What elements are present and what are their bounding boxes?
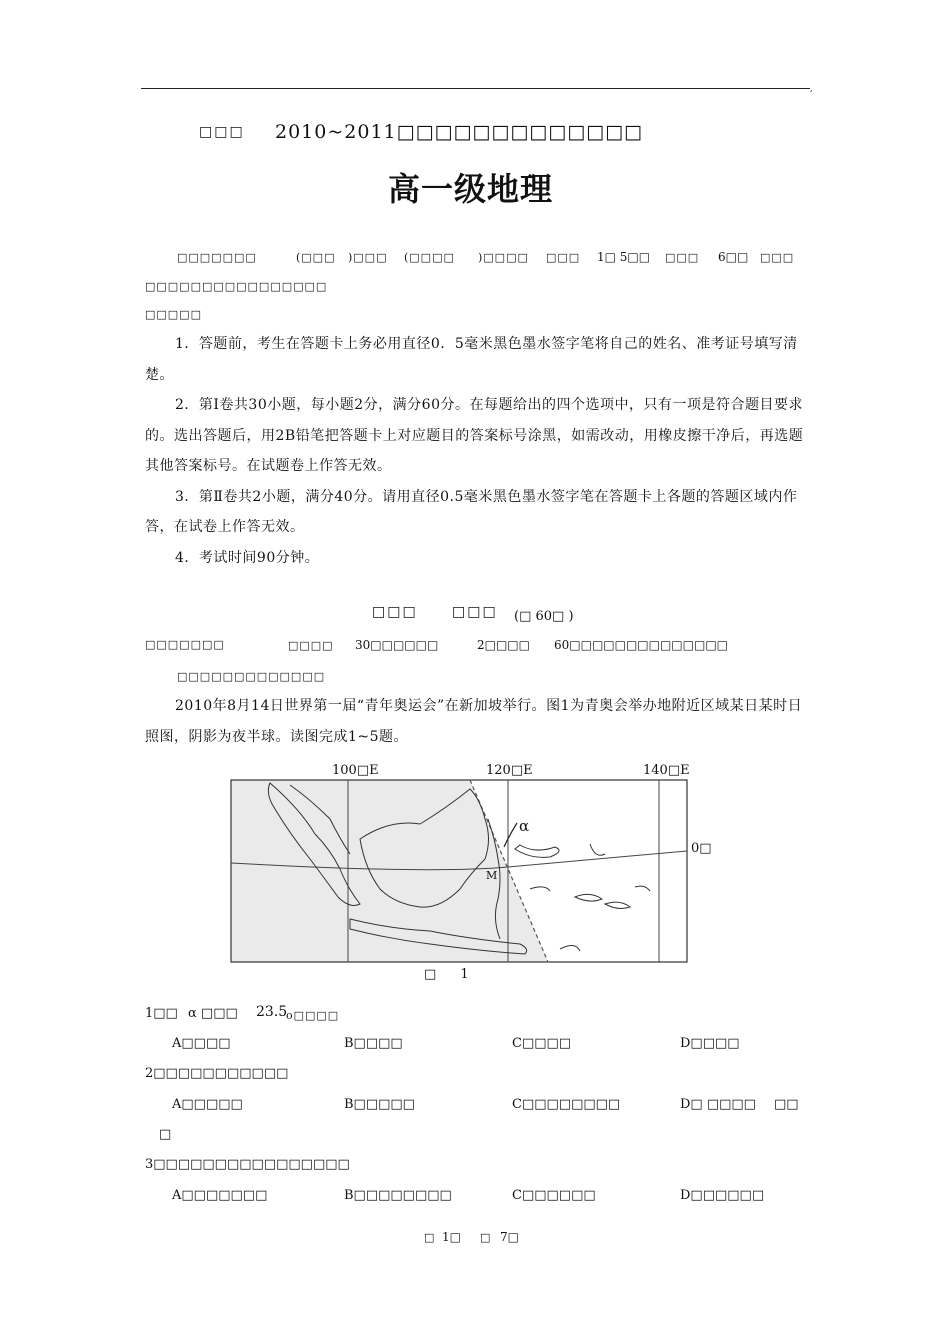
- header-prefix: □□□: [199, 124, 245, 140]
- option-d-tail: □□: [774, 1097, 799, 1112]
- page-footer: □: [480, 1231, 492, 1244]
- intro-text: 6□□: [718, 250, 749, 264]
- header-rule-tick: ,: [810, 84, 813, 93]
- intro-text: (□□□: [296, 251, 336, 264]
- option-b[interactable]: B□□□□: [344, 1036, 403, 1051]
- section-instruction: 2□□□□: [477, 638, 530, 652]
- intro-text: )□□□□: [478, 251, 529, 264]
- section-instruction: 30□□□□□□: [355, 638, 439, 652]
- intro-text: )□□□: [348, 251, 388, 264]
- longitude-label: 140□E: [643, 763, 690, 778]
- section-heading: □□□: [372, 604, 418, 620]
- note-item: [145, 482, 813, 543]
- notes-block: [145, 329, 813, 573]
- question-2-stem: 2□□□□□□□□□□□: [145, 1066, 289, 1081]
- page-footer: □: [424, 1231, 436, 1244]
- section-instruction: □□□□□□□□□□□□□: [177, 670, 326, 683]
- section-instruction: □□□□: [288, 639, 334, 652]
- option-d[interactable]: D□ □□□□: [680, 1097, 756, 1112]
- option-b[interactable]: B□□□□□□□□: [344, 1188, 452, 1203]
- latitude-label: 0□: [691, 841, 712, 856]
- night-hemisphere: [231, 780, 548, 962]
- intro-text: □□□□□□□: [177, 251, 257, 264]
- intro-text: □□□: [665, 251, 700, 264]
- option-c[interactable]: C□□□□: [512, 1036, 572, 1051]
- intro-text: □□□□□: [145, 308, 202, 321]
- intro-text: □□□□□□□□□□□□□□□□: [145, 280, 328, 293]
- page-number: 1□: [442, 1230, 461, 1244]
- section-score: (□ 60□ ): [514, 609, 574, 624]
- page-total: 7□: [500, 1230, 519, 1244]
- header-year-line: 2010~2011□□□□□□□□□□□□□: [275, 121, 643, 143]
- intro-text: □□□: [760, 251, 795, 264]
- note-text: 3．第Ⅱ卷共2小题，满分40分。请用直径0.5毫米黑色墨水签字笔在答题卡上各题的答题区域内作答，在试卷上作答无效。: [145, 488, 798, 535]
- note-item: [145, 543, 813, 574]
- question-1-stem: 23.5: [256, 1004, 288, 1020]
- note-text: 1．答题前，考生在答题卡上务必用直径0．5毫米黑色墨水签字笔将自己的姓名、准考证号填写清楚。: [145, 336, 798, 383]
- option-d-wrap: □: [159, 1127, 172, 1142]
- question-1-stem: o□□□□: [286, 1009, 340, 1022]
- longitude-label: 120□E: [486, 763, 533, 778]
- question-1-number: 1□□: [145, 1006, 178, 1021]
- intro-text: (□□□□: [404, 251, 455, 264]
- alpha-arc: [504, 823, 517, 847]
- point-m-label: M: [486, 869, 498, 882]
- section-instruction: □□□□□□□: [145, 638, 225, 651]
- section-heading: □□□: [452, 604, 498, 620]
- sunlight-map: [230, 779, 690, 964]
- question-3-stem: 3□□□□□□□□□□□□□□□□: [145, 1157, 350, 1172]
- header-rule: [141, 88, 810, 89]
- passage-text: 2010年8月14日世界第一届“青年奥运会”在新加坡举行。图1为青奥会举办地附近区域某日某时日照图，阴影为夜半球。读图完成1~5题。: [145, 698, 803, 745]
- option-d[interactable]: D□□□□: [680, 1036, 740, 1051]
- option-a[interactable]: A□□□□□□□: [172, 1188, 268, 1203]
- question-1-stem: α □□□: [188, 1006, 238, 1021]
- intro-text: □□□: [546, 251, 581, 264]
- option-a[interactable]: A□□□□: [172, 1036, 231, 1051]
- section-instruction: 60□□□□□□□□□□□□□□: [554, 638, 728, 652]
- figure-caption: □ 1: [424, 967, 479, 982]
- longitude-label: 100□E: [332, 763, 379, 778]
- option-c[interactable]: C□□□□□□□□: [512, 1097, 621, 1112]
- option-d[interactable]: D□□□□□□: [680, 1188, 765, 1203]
- note-text: 4．考试时间90分钟。: [175, 549, 320, 566]
- option-a[interactable]: A□□□□□: [172, 1097, 243, 1112]
- note-item: [145, 329, 813, 390]
- note-text: 2．第Ⅰ卷共30小题，每小题2分，满分60分。在每题给出的四个选项中，只有一项是符合题目要求的。选出答题后，用2B铅笔把答题卡上对应题目的答案标号涂黑，如需改动，用橡皮擦干净后，再选题其他答案标号。在试题卷上作答无效。: [145, 397, 804, 474]
- alpha-label: α: [519, 817, 530, 835]
- note-item: [145, 390, 813, 482]
- passage: [145, 691, 813, 752]
- option-c[interactable]: C□□□□□□: [512, 1188, 596, 1203]
- page-title: 高一级地理: [388, 170, 554, 208]
- intro-text: 1□ 5□□: [597, 250, 651, 264]
- option-b[interactable]: B□□□□□: [344, 1097, 415, 1112]
